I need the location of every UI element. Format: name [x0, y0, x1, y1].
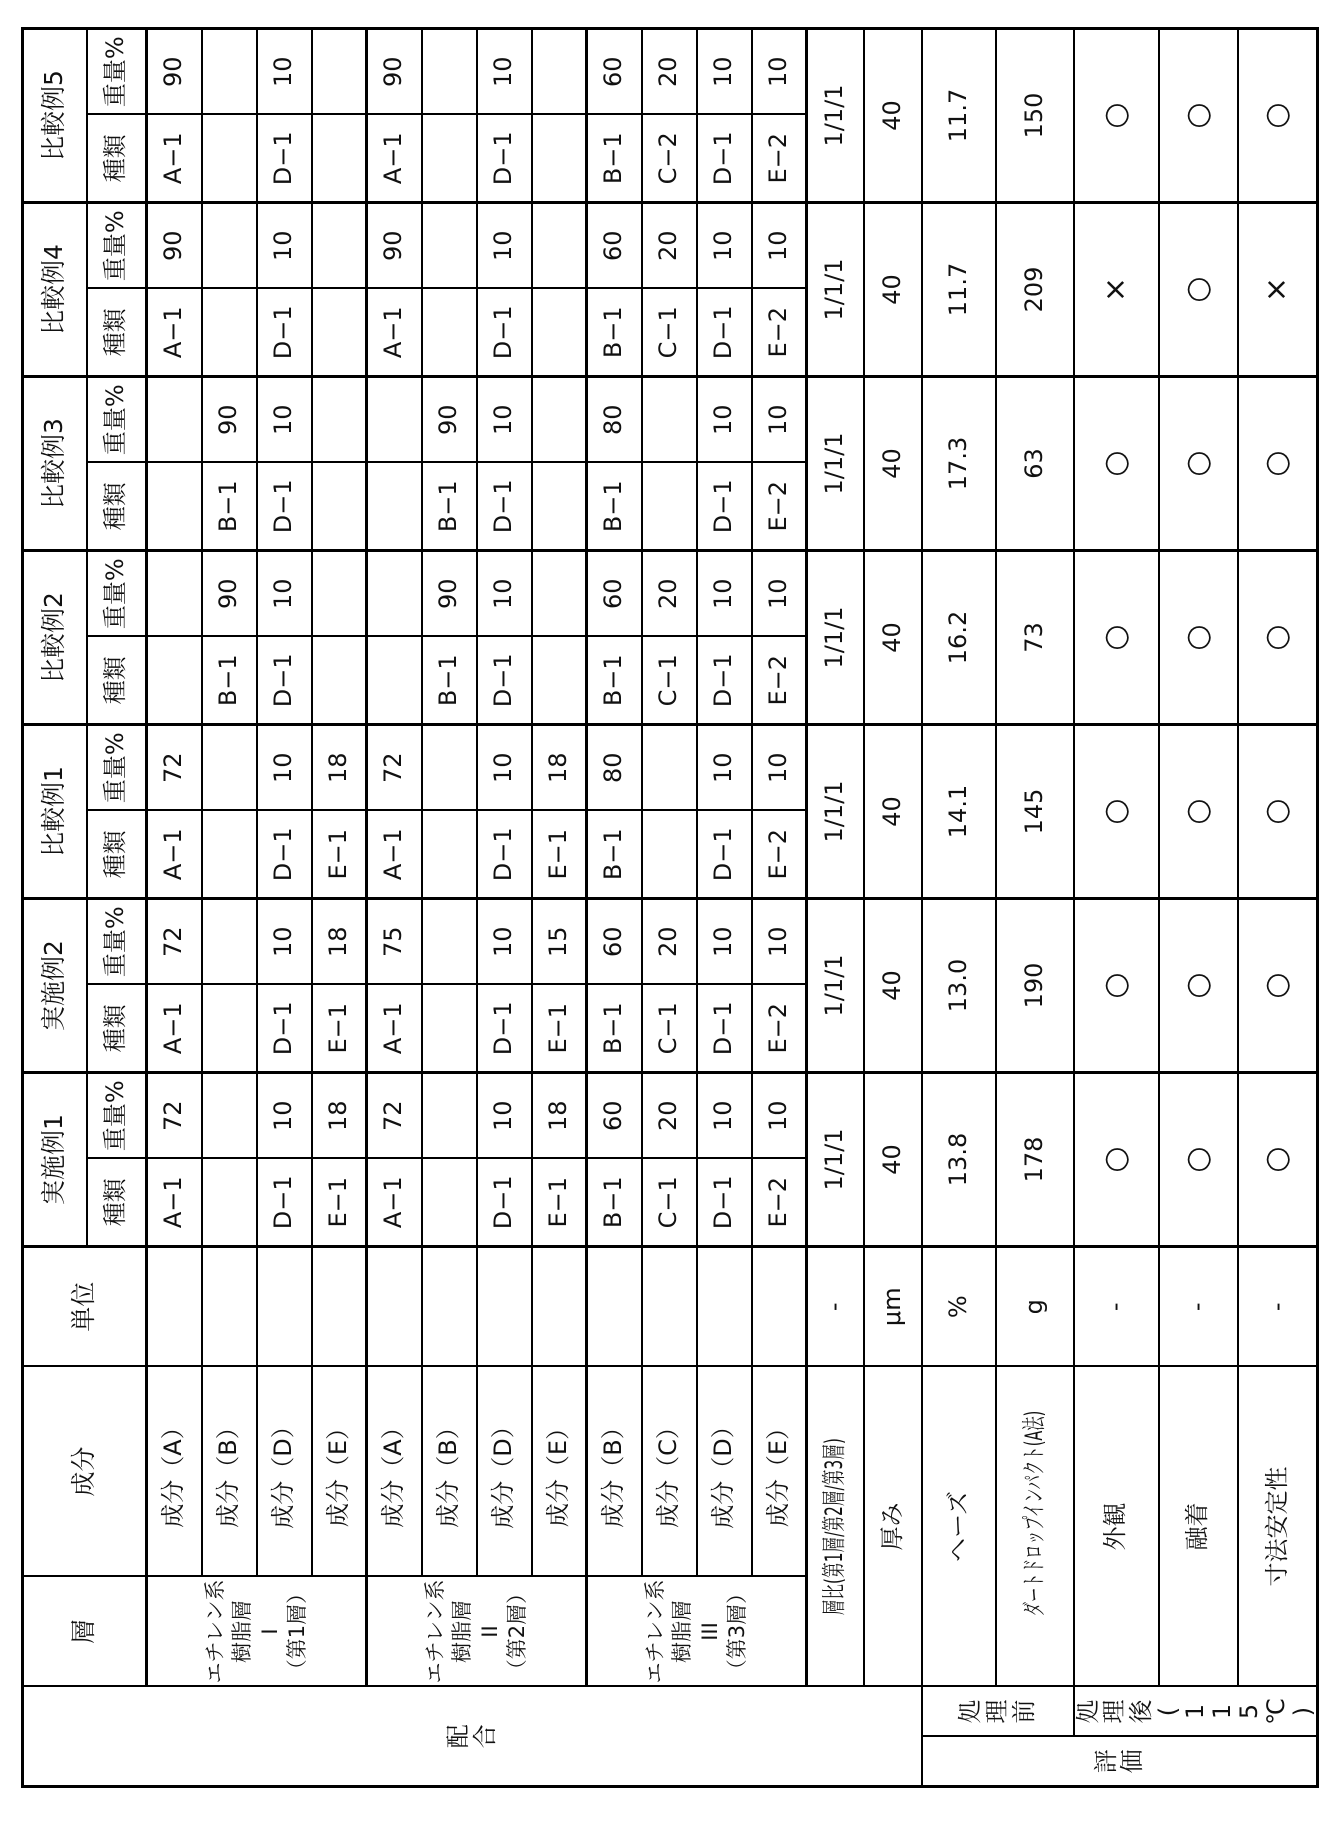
- kind-value: D−1: [257, 637, 312, 725]
- weight-value: [422, 203, 477, 289]
- weight-value: [312, 377, 367, 463]
- kind-value: B−1: [587, 1159, 642, 1247]
- weight-value: [312, 29, 367, 115]
- weight-value: [422, 899, 477, 985]
- kind-value: B−1: [587, 289, 642, 377]
- weight-value: 10: [477, 1073, 532, 1159]
- property-value: 1/1/1: [807, 203, 864, 377]
- sub-header-kind: 種類: [87, 985, 147, 1073]
- kind-value: A−1: [367, 289, 422, 377]
- weight-value: [532, 29, 587, 115]
- weight-value: 72: [367, 1073, 422, 1159]
- kind-value: D−1: [477, 115, 532, 203]
- kind-value: D−1: [477, 637, 532, 725]
- weight-value: 90: [147, 203, 202, 289]
- weight-value: 90: [422, 551, 477, 637]
- property-label: 外観: [1074, 1367, 1159, 1687]
- kind-value: D−1: [257, 115, 312, 203]
- kind-value: A−1: [367, 811, 422, 899]
- component-label: 成分（B）: [587, 1367, 642, 1577]
- weight-value: 18: [312, 899, 367, 985]
- weight-value: 10: [697, 203, 752, 289]
- weight-value: [642, 377, 697, 463]
- component-label: 成分（A）: [147, 1367, 202, 1577]
- kind-value: [422, 985, 477, 1073]
- col-header-example: 比較例2: [23, 551, 87, 725]
- weight-value: [202, 29, 257, 115]
- kind-value: [312, 115, 367, 203]
- weight-value: 10: [697, 551, 752, 637]
- unit-cell: %: [922, 1247, 996, 1367]
- weight-value: 10: [752, 1073, 807, 1159]
- kind-value: [202, 811, 257, 899]
- kind-value: E−2: [752, 637, 807, 725]
- weight-value: [202, 899, 257, 985]
- property-value: 1/1/1: [807, 725, 864, 899]
- kind-value: D−1: [477, 811, 532, 899]
- property-value: 11.7: [922, 29, 996, 203]
- kind-value: C−1: [642, 985, 697, 1073]
- kind-value: D−1: [697, 289, 752, 377]
- component-label: 成分（D）: [257, 1367, 312, 1577]
- property-value: ○: [1074, 377, 1159, 551]
- weight-value: 10: [257, 551, 312, 637]
- weight-value: 10: [752, 377, 807, 463]
- property-value: 63: [996, 377, 1074, 551]
- col-header-example: 比較例3: [23, 377, 87, 551]
- weight-value: [532, 377, 587, 463]
- weight-value: [532, 203, 587, 289]
- weight-value: 60: [587, 899, 642, 985]
- kind-value: A−1: [147, 985, 202, 1073]
- property-value: ○: [1238, 899, 1318, 1073]
- treatment-after-label: 処 理 後 ( 1 1 5 ℃ ): [1074, 1687, 1318, 1737]
- weight-value: [147, 377, 202, 463]
- weight-value: 15: [532, 899, 587, 985]
- unit-cell: [257, 1247, 312, 1367]
- property-value: ○: [1159, 29, 1238, 203]
- weight-value: 80: [587, 377, 642, 463]
- kind-value: D−1: [697, 637, 752, 725]
- kind-value: C−1: [642, 1159, 697, 1247]
- weight-value: [422, 1073, 477, 1159]
- weight-value: 20: [642, 29, 697, 115]
- component-label: 成分（D）: [477, 1367, 532, 1577]
- property-value: 150: [996, 29, 1074, 203]
- weight-value: 60: [587, 29, 642, 115]
- kind-value: D−1: [477, 1159, 532, 1247]
- weight-value: 10: [477, 899, 532, 985]
- kind-value: [422, 115, 477, 203]
- property-value: 40: [864, 377, 922, 551]
- weight-value: [147, 551, 202, 637]
- property-value: 40: [864, 29, 922, 203]
- kind-value: A−1: [147, 1159, 202, 1247]
- kind-value: [642, 811, 697, 899]
- weight-value: 10: [697, 1073, 752, 1159]
- weight-value: 10: [752, 899, 807, 985]
- property-value: ○: [1074, 551, 1159, 725]
- kind-value: D−1: [257, 985, 312, 1073]
- weight-value: 10: [752, 725, 807, 811]
- unit-cell: μm: [864, 1247, 922, 1367]
- kind-value: B−1: [587, 637, 642, 725]
- weight-value: 20: [642, 203, 697, 289]
- kind-value: B−1: [587, 985, 642, 1073]
- property-value: ○: [1159, 1073, 1238, 1247]
- kind-value: E−1: [532, 1159, 587, 1247]
- unit-cell: [642, 1247, 697, 1367]
- kind-value: E−2: [752, 985, 807, 1073]
- col-header-example: 比較例1: [23, 725, 87, 899]
- weight-value: 75: [367, 899, 422, 985]
- rotated-table-wrapper: [21, 30, 1317, 1788]
- property-value: 17.3: [922, 377, 996, 551]
- kind-value: B−1: [202, 637, 257, 725]
- kind-value: [147, 463, 202, 551]
- kind-value: B−1: [587, 115, 642, 203]
- weight-value: 10: [477, 725, 532, 811]
- kind-value: [312, 463, 367, 551]
- layer-name: エチレン系 樹脂層 I （第1層）: [147, 1577, 367, 1687]
- property-value: ○: [1238, 551, 1318, 725]
- weight-value: 60: [587, 551, 642, 637]
- property-value: ○: [1159, 551, 1238, 725]
- property-value: 190: [996, 899, 1074, 1073]
- weight-value: 60: [587, 203, 642, 289]
- kind-value: [312, 637, 367, 725]
- sub-header-weight-pct: 重量%: [87, 203, 147, 289]
- weight-value: 10: [257, 377, 312, 463]
- kind-value: D−1: [477, 985, 532, 1073]
- weight-value: 10: [752, 203, 807, 289]
- weight-value: 90: [147, 29, 202, 115]
- weight-value: 72: [147, 1073, 202, 1159]
- kind-value: D−1: [697, 985, 752, 1073]
- kind-value: E−1: [312, 1159, 367, 1247]
- property-label: 融着: [1159, 1367, 1238, 1687]
- property-value: ○: [1074, 899, 1159, 1073]
- weight-value: 10: [257, 203, 312, 289]
- property-value: 40: [864, 551, 922, 725]
- weight-value: 20: [642, 899, 697, 985]
- property-value: ○: [1074, 725, 1159, 899]
- property-value: ○: [1074, 29, 1159, 203]
- weight-value: [312, 203, 367, 289]
- weight-value: [202, 1073, 257, 1159]
- property-value: ○: [1159, 725, 1238, 899]
- property-value: 40: [864, 203, 922, 377]
- weight-value: 18: [532, 725, 587, 811]
- property-label: 層比(第1層/第2層/第3層): [807, 1367, 864, 1687]
- property-label: 寸法安定性: [1238, 1367, 1318, 1687]
- weight-value: 18: [312, 725, 367, 811]
- unit-cell: [752, 1247, 807, 1367]
- property-value: ○: [1238, 377, 1318, 551]
- treatment-before-label: 処 理 前: [922, 1687, 1074, 1737]
- weight-value: 90: [202, 551, 257, 637]
- sub-header-kind: 種類: [87, 115, 147, 203]
- property-value: ×: [1074, 203, 1159, 377]
- property-value: ○: [1159, 899, 1238, 1073]
- property-value: 1/1/1: [807, 899, 864, 1073]
- kind-value: D−1: [257, 289, 312, 377]
- unit-cell: -: [1159, 1247, 1238, 1367]
- kind-value: [532, 115, 587, 203]
- unit-cell: [367, 1247, 422, 1367]
- kind-value: E−1: [312, 811, 367, 899]
- sub-header-weight-pct: 重量%: [87, 1073, 147, 1159]
- kind-value: D−1: [697, 811, 752, 899]
- col-header-example: 比較例4: [23, 203, 87, 377]
- kind-value: [312, 289, 367, 377]
- kind-value: D−1: [697, 1159, 752, 1247]
- layer-name: エチレン系 樹脂層 II （第2層）: [367, 1577, 587, 1687]
- unit-cell: g: [996, 1247, 1074, 1367]
- kind-value: [532, 463, 587, 551]
- kind-value: B−1: [202, 463, 257, 551]
- weight-value: 90: [422, 377, 477, 463]
- weight-value: 10: [752, 551, 807, 637]
- component-label: 成分（D）: [697, 1367, 752, 1577]
- kind-value: E−1: [312, 985, 367, 1073]
- kind-value: C−1: [642, 289, 697, 377]
- weight-value: 80: [587, 725, 642, 811]
- kind-value: B−1: [422, 463, 477, 551]
- weight-value: 72: [367, 725, 422, 811]
- weight-value: [202, 203, 257, 289]
- kind-value: A−1: [147, 289, 202, 377]
- kind-value: D−1: [257, 463, 312, 551]
- col-header-layer: 層: [23, 1577, 147, 1687]
- property-value: ○: [1074, 1073, 1159, 1247]
- unit-cell: [587, 1247, 642, 1367]
- sub-header-weight-pct: 重量%: [87, 29, 147, 115]
- kind-value: B−1: [587, 811, 642, 899]
- property-value: 40: [864, 1073, 922, 1247]
- kind-value: E−2: [752, 811, 807, 899]
- unit-cell: [532, 1247, 587, 1367]
- weight-value: 72: [147, 725, 202, 811]
- weight-value: 10: [697, 899, 752, 985]
- property-value: 1/1/1: [807, 551, 864, 725]
- weight-value: 90: [367, 29, 422, 115]
- kind-value: E−1: [532, 985, 587, 1073]
- kind-value: A−1: [367, 115, 422, 203]
- property-value: 178: [996, 1073, 1074, 1247]
- property-value: ○: [1159, 203, 1238, 377]
- unit-cell: [312, 1247, 367, 1367]
- property-value: 1/1/1: [807, 377, 864, 551]
- kind-value: [202, 115, 257, 203]
- kind-value: [202, 985, 257, 1073]
- sub-header-weight-pct: 重量%: [87, 899, 147, 985]
- weight-value: [422, 725, 477, 811]
- kind-value: D−1: [697, 115, 752, 203]
- property-value: ○: [1159, 377, 1238, 551]
- weight-value: 10: [697, 377, 752, 463]
- kind-value: B−1: [587, 463, 642, 551]
- kind-value: E−2: [752, 289, 807, 377]
- weight-value: 90: [367, 203, 422, 289]
- weight-value: 10: [257, 899, 312, 985]
- component-label: 成分（B）: [202, 1367, 257, 1577]
- weight-value: 20: [642, 551, 697, 637]
- property-value: 11.7: [922, 203, 996, 377]
- group-label-formulation: 配 合: [23, 1687, 922, 1787]
- kind-value: D−1: [257, 1159, 312, 1247]
- property-value: ○: [1238, 29, 1318, 203]
- kind-value: [147, 637, 202, 725]
- weight-value: [532, 551, 587, 637]
- property-value: 40: [864, 725, 922, 899]
- kind-value: D−1: [697, 463, 752, 551]
- weight-value: [202, 725, 257, 811]
- col-header-example: 実施例1: [23, 1073, 87, 1247]
- kind-value: A−1: [367, 1159, 422, 1247]
- property-value: 16.2: [922, 551, 996, 725]
- sub-header-kind: 種類: [87, 463, 147, 551]
- kind-value: [642, 463, 697, 551]
- weight-value: 20: [642, 1073, 697, 1159]
- kind-value: D−1: [257, 811, 312, 899]
- weight-value: 10: [477, 551, 532, 637]
- component-label: 成分（C）: [642, 1367, 697, 1577]
- kind-value: E−1: [532, 811, 587, 899]
- weight-value: [422, 29, 477, 115]
- kind-value: [367, 637, 422, 725]
- property-value: 13.8: [922, 1073, 996, 1247]
- weight-value: 10: [477, 203, 532, 289]
- unit-cell: -: [807, 1247, 864, 1367]
- property-value: 145: [996, 725, 1074, 899]
- unit-cell: [202, 1247, 257, 1367]
- property-value: ○: [1238, 725, 1318, 899]
- property-value: 14.1: [922, 725, 996, 899]
- formulation-evaluation-table: [21, 27, 1319, 1788]
- unit-cell: [422, 1247, 477, 1367]
- weight-value: [367, 551, 422, 637]
- component-label: 成分（A）: [367, 1367, 422, 1577]
- kind-value: [367, 463, 422, 551]
- kind-value: C−1: [642, 637, 697, 725]
- kind-value: [532, 637, 587, 725]
- kind-value: A−1: [367, 985, 422, 1073]
- kind-value: [422, 811, 477, 899]
- kind-value: C−2: [642, 115, 697, 203]
- sub-header-kind: 種類: [87, 289, 147, 377]
- component-label: 成分（E）: [312, 1367, 367, 1577]
- layer-name: エチレン系 樹脂層 III （第3層）: [587, 1577, 807, 1687]
- weight-value: 10: [477, 377, 532, 463]
- col-header-example: 実施例2: [23, 899, 87, 1073]
- weight-value: 10: [697, 29, 752, 115]
- kind-value: E−2: [752, 115, 807, 203]
- weight-value: 10: [257, 29, 312, 115]
- weight-value: 10: [697, 725, 752, 811]
- group-label-evaluation: 評 価: [922, 1737, 1318, 1787]
- sub-header-weight-pct: 重量%: [87, 377, 147, 463]
- kind-value: [202, 1159, 257, 1247]
- kind-value: A−1: [147, 811, 202, 899]
- sub-header-weight-pct: 重量%: [87, 551, 147, 637]
- weight-value: 10: [257, 725, 312, 811]
- kind-value: E−2: [752, 1159, 807, 1247]
- sub-header-kind: 種類: [87, 811, 147, 899]
- col-header-unit: 単位: [23, 1247, 147, 1367]
- kind-value: E−2: [752, 463, 807, 551]
- component-label: 成分（E）: [532, 1367, 587, 1577]
- weight-value: [642, 725, 697, 811]
- kind-value: D−1: [477, 289, 532, 377]
- property-label: ダートドロップインパクト(A法): [996, 1367, 1074, 1687]
- weight-value: 60: [587, 1073, 642, 1159]
- kind-value: [422, 289, 477, 377]
- kind-value: [422, 1159, 477, 1247]
- weight-value: 10: [477, 29, 532, 115]
- property-label: ヘーズ: [922, 1367, 996, 1687]
- weight-value: 72: [147, 899, 202, 985]
- kind-value: B−1: [422, 637, 477, 725]
- property-value: 1/1/1: [807, 29, 864, 203]
- property-value: ×: [1238, 203, 1318, 377]
- kind-value: [532, 289, 587, 377]
- unit-cell: [477, 1247, 532, 1367]
- col-header-component: 成分: [23, 1367, 147, 1577]
- component-label: 成分（B）: [422, 1367, 477, 1577]
- property-value: ○: [1238, 1073, 1318, 1247]
- kind-value: D−1: [477, 463, 532, 551]
- weight-value: 10: [257, 1073, 312, 1159]
- weight-value: 90: [202, 377, 257, 463]
- weight-value: 18: [532, 1073, 587, 1159]
- property-value: 40: [864, 899, 922, 1073]
- property-value: 73: [996, 551, 1074, 725]
- unit-cell: [147, 1247, 202, 1367]
- weight-value: 18: [312, 1073, 367, 1159]
- property-value: 1/1/1: [807, 1073, 864, 1247]
- kind-value: [202, 289, 257, 377]
- property-value: 209: [996, 203, 1074, 377]
- property-label: 厚み: [864, 1367, 922, 1687]
- weight-value: [367, 377, 422, 463]
- weight-value: [312, 551, 367, 637]
- table-body: [23, 29, 1318, 1787]
- sub-header-kind: 種類: [87, 637, 147, 725]
- unit-cell: -: [1074, 1247, 1159, 1367]
- unit-cell: -: [1238, 1247, 1318, 1367]
- unit-cell: [697, 1247, 752, 1367]
- component-label: 成分（E）: [752, 1367, 807, 1577]
- sub-header-kind: 種類: [87, 1159, 147, 1247]
- col-header-example: 比較例5: [23, 29, 87, 203]
- property-value: 13.0: [922, 899, 996, 1073]
- kind-value: A−1: [147, 115, 202, 203]
- sub-header-weight-pct: 重量%: [87, 725, 147, 811]
- weight-value: 10: [752, 29, 807, 115]
